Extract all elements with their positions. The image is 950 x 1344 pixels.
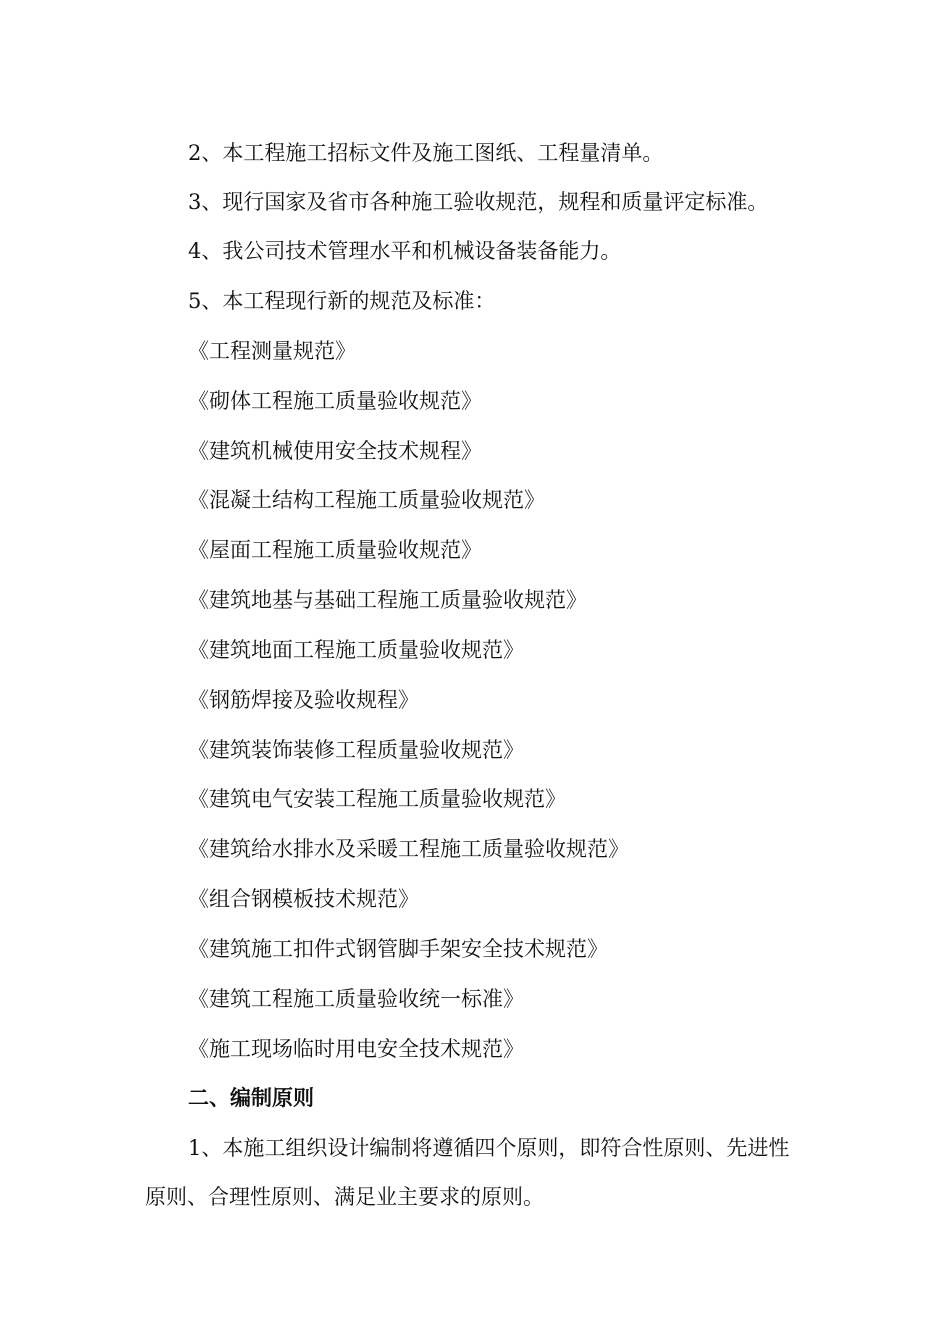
basis-item: 4、我公司技术管理水平和机械设备装备能力。 — [188, 239, 622, 263]
standard-item: 《工程测量规范》 — [188, 339, 356, 363]
standard-item: 《建筑施工扣件式钢管脚手架安全技术规范》 — [188, 937, 608, 961]
standard-item: 《组合钢模板技术规范》 — [188, 887, 419, 911]
standard-item: 《钢筋焊接及验收规程》 — [188, 688, 419, 712]
standard-item: 《建筑地面工程施工质量验收规范》 — [188, 638, 524, 662]
standard-item: 《建筑地基与基础工程施工质量验收规范》 — [188, 588, 587, 612]
standard-item: 《建筑电气安装工程施工质量验收规范》 — [188, 787, 566, 811]
basis-item: 3、现行国家及省市各种施工验收规范，规程和质量评定标准。 — [188, 190, 769, 214]
basis-item: 2、本工程施工招标文件及施工图纸、工程量清单。 — [188, 141, 664, 165]
standard-item: 《屋面工程施工质量验收规范》 — [188, 538, 482, 562]
standard-item: 《建筑工程施工质量验收统一标准》 — [188, 987, 524, 1011]
standard-item: 《混凝土结构工程施工质量验收规范》 — [188, 488, 545, 512]
standard-item: 《建筑装饰装修工程质量验收规范》 — [188, 738, 524, 762]
standard-item: 《施工现场临时用电安全技术规范》 — [188, 1037, 524, 1061]
standard-item: 《砌体工程施工质量验收规范》 — [188, 389, 482, 413]
standard-item: 《建筑给水排水及采暖工程施工质量验收规范》 — [188, 837, 629, 861]
basis-item: 5、本工程现行新的规范及标准： — [188, 289, 496, 313]
standard-item: 《建筑机械使用安全技术规程》 — [188, 439, 482, 463]
section-paragraph-line: 原则、合理性原则、满足业主要求的原则。 — [145, 1185, 544, 1209]
section-heading: 二、编制原则 — [188, 1086, 314, 1110]
section-paragraph-line: 1、本施工组织设计编制将遵循四个原则，即符合性原则、先进性 — [188, 1136, 790, 1160]
